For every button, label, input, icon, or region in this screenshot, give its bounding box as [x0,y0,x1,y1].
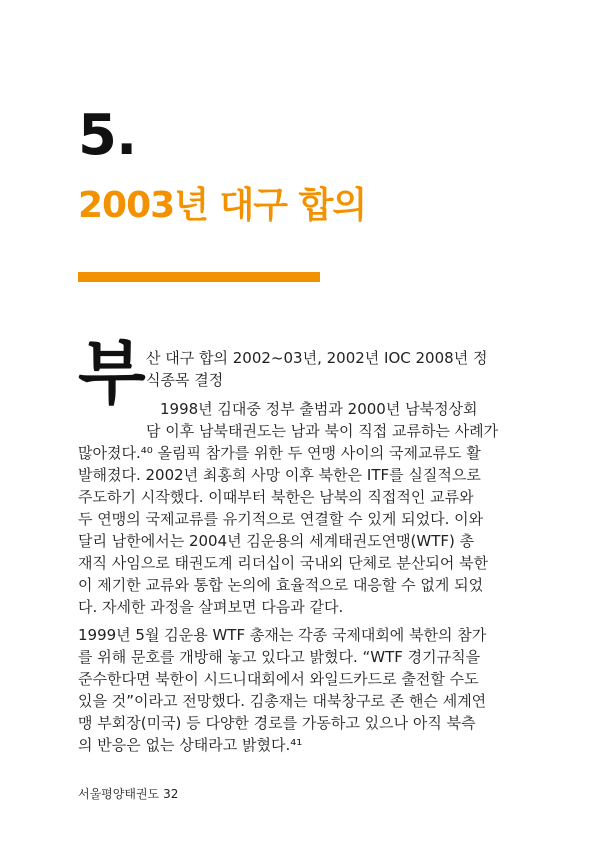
paragraph-line: 있을 것”이라고 전망했다. 김총재는 대북창구로 존 핸슨 세계연 [78,692,487,710]
title-underline-bar [78,272,320,282]
paragraph-line: 많아졌다.⁴⁰ 올림픽 참가를 위한 두 연맹 사이의 국제교류도 활 [78,444,481,462]
page-number: 32 [163,787,179,801]
paragraph-line: 재직 사임으로 태권도계 리더십이 국내외 단체로 분산되어 북한 [78,554,489,572]
chapter-title: 2003년 대구 합의 [78,185,367,226]
paragraph-line: 발해졌다. 2002년 최홍희 사망 이후 북한은 ITF를 실질적으로 [78,466,481,484]
section-heading-line: 산 대구 합의 2002~03년, 2002년 IOC 2008년 정 [146,349,488,367]
paragraph-line: 이 제기한 교류와 통합 논의에 효율적으로 대응할 수 없게 되었 [78,576,484,594]
page-footer [78,786,178,802]
paragraph-line: 달리 남한에서는 2004년 김운용의 세계태권도연맹(WTF) 총 [78,532,475,550]
paragraph-line: 다. 자세한 과정을 살펴보면 다음과 같다. [78,598,344,616]
paragraph-line: 1998년 김대중 정부 출범과 2000년 남북정상회 [160,400,478,418]
footer-book-title: 서울평양태권도 [78,787,160,801]
paragraph-line: 준수한다면 북한이 시드니대회에서 와일드카드로 출전할 수도 [78,670,479,688]
paragraph-line: 를 위해 문호를 개방해 놓고 있다고 밝혔다. “WTF 경기규칙을 [78,648,481,666]
section-heading-line: 식종목 결정 [146,371,224,389]
paragraph-line: 맹 부회장(미국) 등 다양한 경로를 가동하고 있으나 아직 북측 [78,714,476,732]
paragraph-line: 1999년 5월 김운용 WTF 총재는 각종 국제대회에 북한의 참가 [78,626,487,644]
drop-cap: 부 [78,332,146,414]
paragraph-line: 주도하기 시작했다. 이때부터 북한은 남북의 직접적인 교류와 [78,488,474,506]
paragraph-line: 담 이후 남북태권도는 남과 북이 직접 교류하는 사례가 [146,422,499,440]
chapter-number: 5. [78,103,137,168]
paragraph-line: 의 반응은 없는 상태라고 밝혔다.⁴¹ [78,736,303,754]
paragraph-line: 두 연맹의 국제교류를 유기적으로 연결할 수 있게 되었다. 이와 [78,510,484,528]
